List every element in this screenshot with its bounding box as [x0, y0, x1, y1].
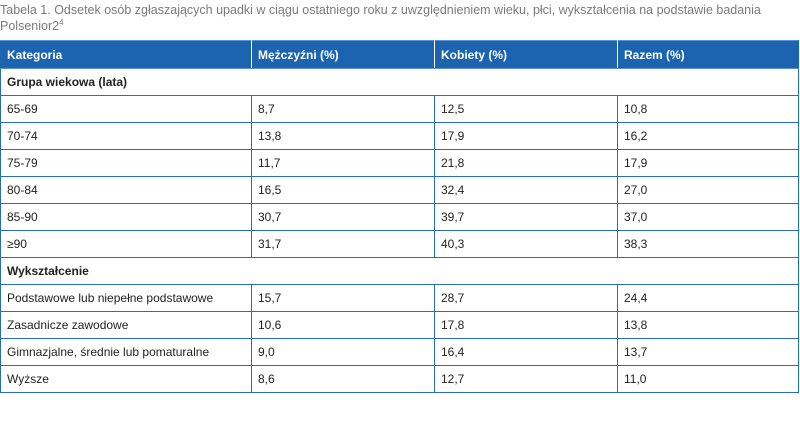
category-cell: ≥90 [1, 231, 252, 258]
table-body [1, 69, 799, 393]
table-caption [0, 2, 796, 34]
women-cell: 32,4 [435, 177, 618, 204]
women-cell: 40,3 [435, 231, 618, 258]
section-title: Grupa wiekowa (lata) [1, 69, 799, 96]
total-cell: 38,3 [618, 231, 799, 258]
section-row [1, 69, 799, 96]
footnote-reference: 4 [59, 17, 64, 27]
category-cell: 80-84 [1, 177, 252, 204]
table-row [1, 366, 799, 393]
table-row [1, 123, 799, 150]
total-cell: 13,8 [618, 312, 799, 339]
women-cell: 12,7 [435, 366, 618, 393]
column-header-men: Mężczyźni (%) [252, 41, 435, 69]
table-row [1, 339, 799, 366]
women-cell: 39,7 [435, 204, 618, 231]
men-cell: 9,0 [252, 339, 435, 366]
total-cell: 27,0 [618, 177, 799, 204]
total-cell: 24,4 [618, 285, 799, 312]
category-cell: 75-79 [1, 150, 252, 177]
column-header-women: Kobiety (%) [435, 41, 618, 69]
men-cell: 15,7 [252, 285, 435, 312]
men-cell: 8,6 [252, 366, 435, 393]
table-row [1, 312, 799, 339]
table-row [1, 231, 799, 258]
total-cell: 17,9 [618, 150, 799, 177]
men-cell: 31,7 [252, 231, 435, 258]
women-cell: 12,5 [435, 96, 618, 123]
category-cell: Zasadnicze zawodowe [1, 312, 252, 339]
section-row [1, 258, 799, 285]
women-cell: 17,8 [435, 312, 618, 339]
falls-table [0, 40, 799, 393]
men-cell: 30,7 [252, 204, 435, 231]
table-row [1, 96, 799, 123]
men-cell: 10,6 [252, 312, 435, 339]
section-title: Wykształcenie [1, 258, 799, 285]
women-cell: 16,4 [435, 339, 618, 366]
total-cell: 11,0 [618, 366, 799, 393]
total-cell: 10,8 [618, 96, 799, 123]
column-header-total: Razem (%) [618, 41, 799, 69]
category-cell: 70-74 [1, 123, 252, 150]
header-row [1, 41, 799, 69]
table-row [1, 150, 799, 177]
category-cell: 65-69 [1, 96, 252, 123]
column-header-category: Kategoria [1, 41, 252, 69]
total-cell: 16,2 [618, 123, 799, 150]
women-cell: 21,8 [435, 150, 618, 177]
total-cell: 37,0 [618, 204, 799, 231]
category-cell: 85-90 [1, 204, 252, 231]
men-cell: 8,7 [252, 96, 435, 123]
caption-text: Tabela 1. Odsetek osób zgłaszających upadki w ciągu ostatniego roku z uwzględnieniem wieku, płci, wykształcenia na podstawie badania Polsenior2 [0, 3, 761, 33]
category-cell: Podstawowe lub niepełne podstawowe [1, 285, 252, 312]
category-cell: Wyższe [1, 366, 252, 393]
table-row [1, 177, 799, 204]
women-cell: 17,9 [435, 123, 618, 150]
total-cell: 13,7 [618, 339, 799, 366]
table-row [1, 204, 799, 231]
table-row [1, 285, 799, 312]
women-cell: 28,7 [435, 285, 618, 312]
category-cell: Gimnazjalne, średnie lub pomaturalne [1, 339, 252, 366]
men-cell: 16,5 [252, 177, 435, 204]
men-cell: 13,8 [252, 123, 435, 150]
men-cell: 11,7 [252, 150, 435, 177]
